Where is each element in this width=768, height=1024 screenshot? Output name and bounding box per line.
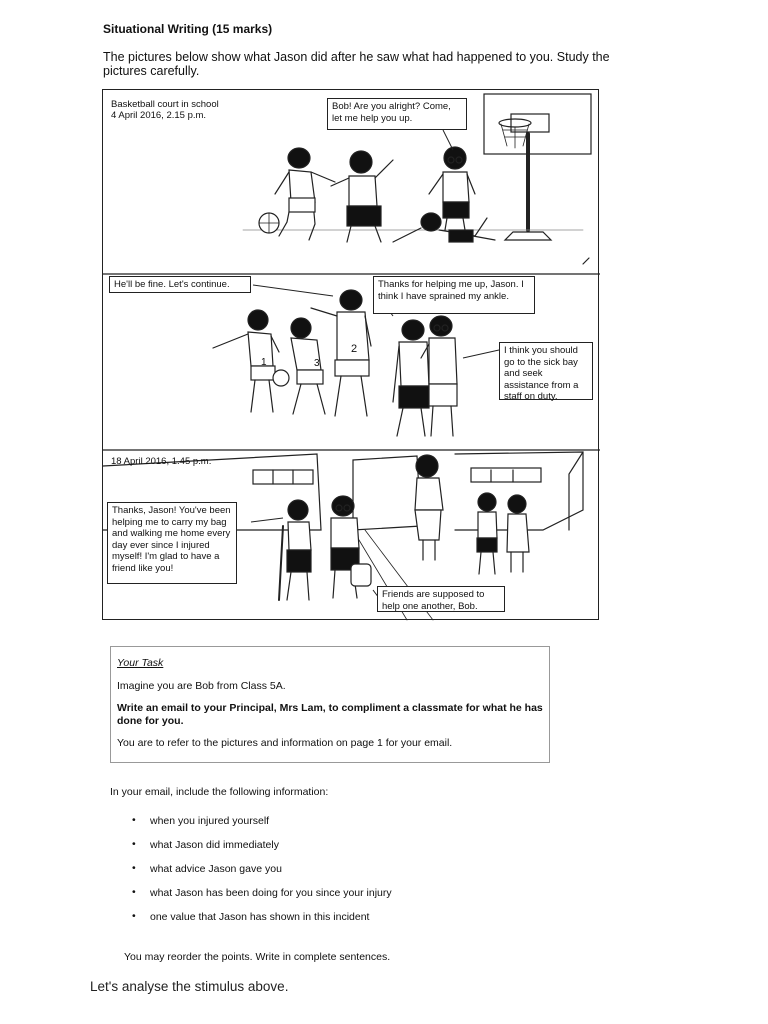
jersey-number-2: 2 xyxy=(351,343,358,355)
footer-text: Let's analyse the stimulus above. xyxy=(90,979,289,994)
intro-text: The pictures below show what Jason did after he saw what had happened to you. Study the pictures carefully. xyxy=(103,50,610,78)
panel3-caption-date: 18 April 2016, 1.45 p.m. xyxy=(111,456,212,467)
teacher-figure xyxy=(415,455,443,560)
task-box xyxy=(110,646,550,763)
basketball-hoop xyxy=(484,94,591,240)
speech-bubble-thanks: Thanks for helping me up, Jason. I think I have sprained my ankle. xyxy=(373,276,535,314)
speech-bubble-gratitude: Thanks, Jason! You've been helping me to carry my bag and walking me home every day ever since I injured myself! I'm glad to have a friend like you! xyxy=(107,502,237,584)
player-1 xyxy=(213,310,279,412)
panel1-caption-place: Basketball court in school xyxy=(111,99,219,110)
list-item: • when you injured yourself xyxy=(130,815,392,839)
jersey-number-3: 3 xyxy=(314,358,320,369)
task-line-reference: You are to refer to the pictures and information on page 1 for your email. xyxy=(117,737,453,749)
player-back xyxy=(331,151,393,242)
list-item: • what advice Jason gave you xyxy=(130,863,392,887)
list-item: • what Jason has been doing for you since your injury xyxy=(130,887,392,911)
bob-limping xyxy=(393,320,429,436)
list-item: • what Jason did immediately xyxy=(130,839,392,863)
jason-carrying-bag xyxy=(331,496,371,598)
child-right-1 xyxy=(477,493,497,574)
include-heading: In your email, include the following information: xyxy=(110,786,329,798)
section-heading: Situational Writing (15 marks) xyxy=(103,22,273,36)
reorder-note: You may reorder the points. Write in complete sentences. xyxy=(124,951,391,963)
panel1-caption-date: 4 April 2016, 2.15 p.m. xyxy=(111,110,207,121)
speech-bubble-advice: I think you should go to the sick bay and seek assistance from a staff on duty. xyxy=(499,342,593,400)
jersey-number-1: 1 xyxy=(261,357,267,368)
task-line-instruction: Write an email to your Principal, Mrs Lam, to compliment a classmate for what he has done for you. xyxy=(117,702,543,727)
points-list xyxy=(130,815,392,935)
child-right-2 xyxy=(507,495,529,572)
task-title: Your Task xyxy=(117,657,164,669)
player-dribbling xyxy=(275,148,335,240)
speech-bubble-jason-help: Bob! Are you alright? Come, let me help you up. xyxy=(327,98,467,130)
speech-bubble-friends: Friends are supposed to help one another, Bob. xyxy=(377,586,505,612)
list-item: • one value that Jason has shown in this incident xyxy=(130,911,392,935)
task-line-bob: Imagine you are Bob from Class 5A. xyxy=(117,680,286,692)
speech-bubble-continue: He'll be fine. Let's continue. xyxy=(109,276,251,293)
comic-strip xyxy=(102,89,599,620)
bob-crutch xyxy=(279,500,311,600)
